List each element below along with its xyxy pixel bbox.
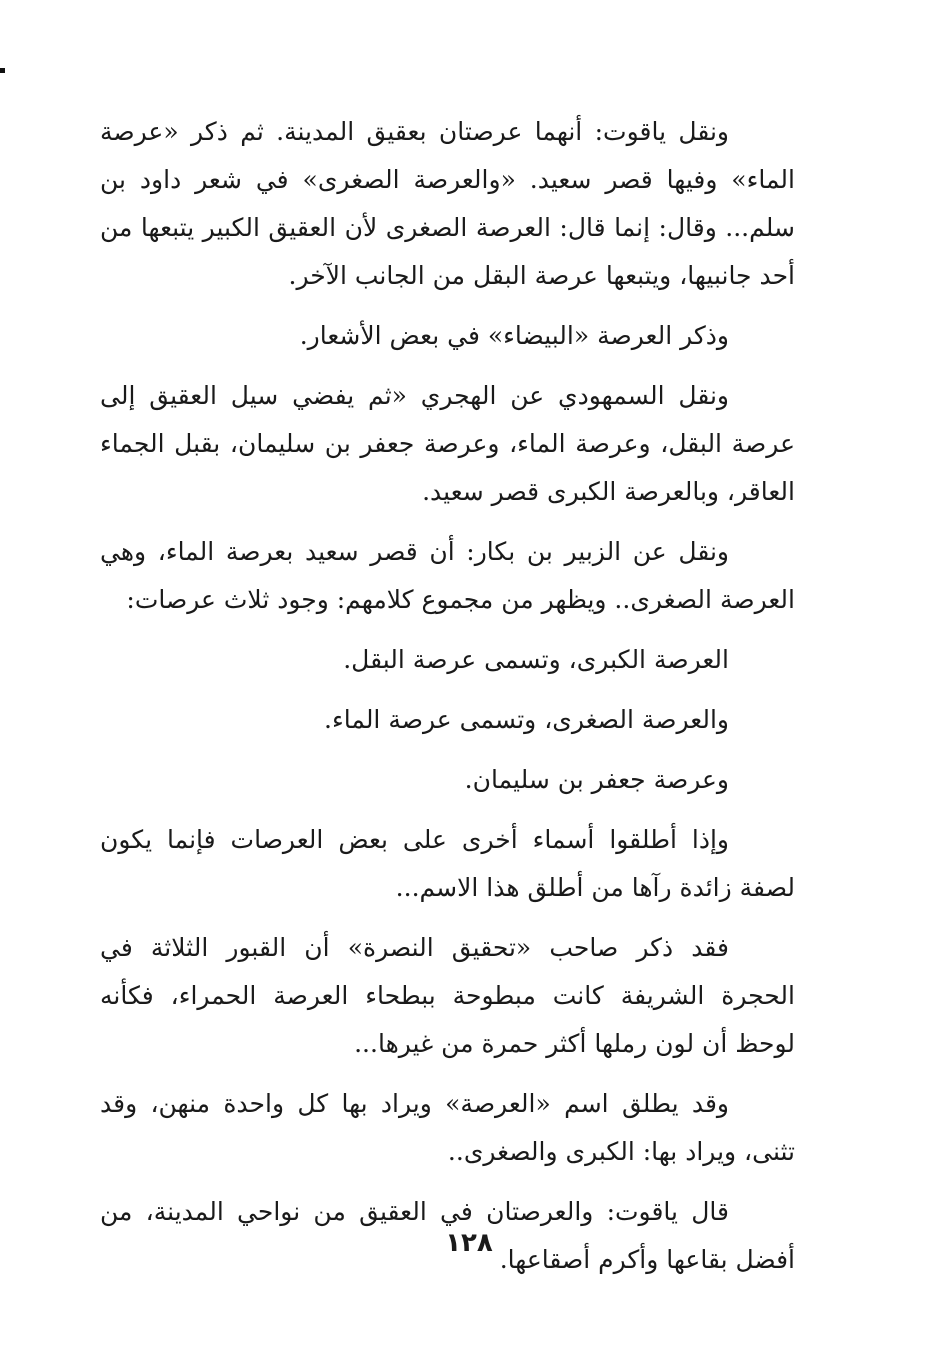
paragraph: ونقل ياقوت: أنهما عرصتان بعقيق المدينة. ثم ذكر «عرصة الماء» وفيها قصر سعيد. «والعرصة الصغرى» في شعر داود بن سلم... وقال: إنما قال: العرصة الصغرى لأن العقيق الكبير يتبعها من أحد جانبيها، ويتبعها عرصة البقل من الجانب الآخر. [100,117,795,290]
list-item: والعرصة الصغرى، وتسمى عرصة الماء. [324,705,729,734]
paragraph: وقد يطلق اسم «العرصة» ويراد بها كل واحدة منهن، وقد تثنى، ويراد بها: الكبرى والصغرى.. [100,1089,795,1166]
page-number: ١٢٨ [445,1228,493,1258]
paragraph: فقد ذكر صاحب «تحقيق النصرة» أن القبور الثلاثة في الحجرة الشريفة كانت مبطوحة ببطحاء العرصة الحمراء، فكأنه لوحظ أن لون رملها أكثر حمرة من غيرها... [100,933,795,1058]
page-body [100,108,795,1296]
list-item: العرصة الكبرى، وتسمى عرصة البقل. [343,645,729,674]
paragraph: قال ياقوت: والعرصتان في العقيق من نواحي المدينة، من أفضل بقاعها وأكرم أصقاعها. [100,1197,795,1274]
paragraph: وذكر العرصة «البيضاء» في بعض الأشعار. [299,321,729,350]
list-item: وعرصة جعفر بن سليمان. [464,765,729,794]
paragraph: ونقل عن الزبير بن بكار: أن قصر سعيد بعرصة الماء، وهي العرصة الصغرى.. ويظهر من مجموع كلامهم: وجود ثلاث عرصات: [100,537,795,614]
scan-mark [0,68,5,73]
paragraph: ونقل السمهودي عن الهجري «ثم يفضي سيل العقيق إلى عرصة البقل، وعرصة الماء، وعرصة جعفر بن سليمان، بقبل الجماء العاقر، وبالعرصة الكبرى قصر سعيد. [100,381,795,506]
paragraph: وإذا أطلقوا أسماء أخرى على بعض العرصات فإنما يكون لصفة زائدة رآها من أطلق هذا الاسم... [100,825,795,902]
